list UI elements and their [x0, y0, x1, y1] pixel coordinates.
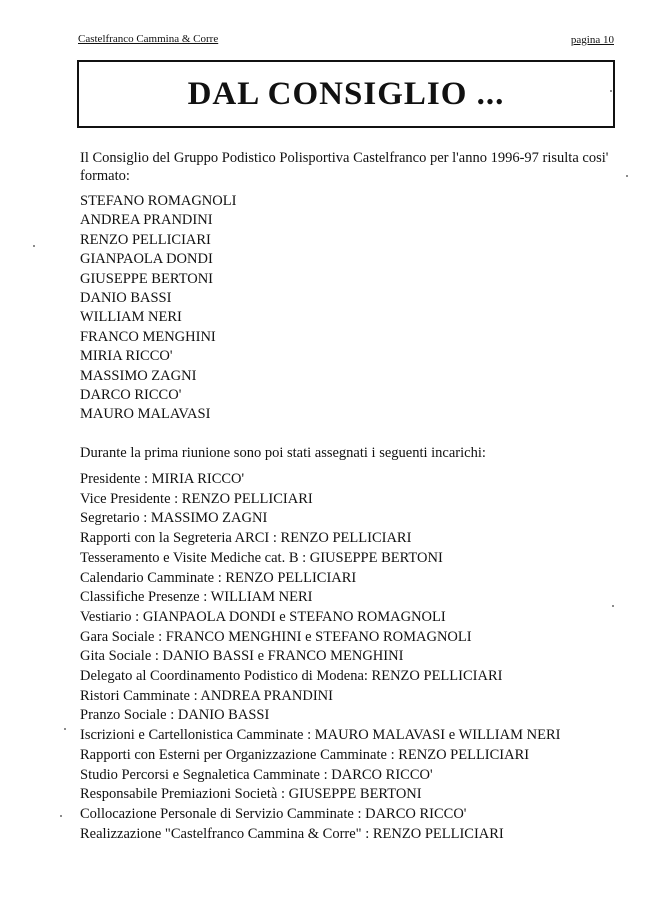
- role-item: Vestiario : GIANPAOLA DONDI e STEFANO ROMAGNOLI: [80, 608, 446, 625]
- role-item: Responsabile Premiazioni Società : GIUSEPPE BERTONI: [80, 786, 422, 803]
- role-item: Gara Sociale : FRANCO MENGHINI e STEFANO ROMAGNOLI: [80, 628, 472, 645]
- role-item: Studio Percorsi e Segnaletica Camminate : DARCO RICCO': [80, 766, 433, 783]
- role-item: Rapporti con Esterni per Organizzazione Camminate : RENZO PELLICIARI: [80, 746, 530, 763]
- member-item: MASSIMO ZAGNI: [80, 367, 197, 384]
- page-number: pagina 10: [570, 34, 614, 46]
- scan-speck: [60, 815, 62, 817]
- role-item: Segretario : MASSIMO ZAGNI: [80, 510, 268, 527]
- council-members-list: [80, 192, 236, 425]
- member-item: DARCO RICCO': [80, 387, 182, 404]
- role-item: Pranzo Sociale : DANIO BASSI: [80, 707, 270, 724]
- page-title: DAL CONSIGLIO ...: [187, 75, 505, 112]
- member-item: MIRIA RICCO': [80, 348, 173, 365]
- scan-speck: [610, 90, 612, 92]
- roles-intro: Durante la prima riunione sono poi stati assegnati i seguenti incarichi:: [80, 445, 486, 461]
- member-item: WILLIAM NERI: [80, 309, 182, 326]
- scan-speck: [626, 175, 628, 177]
- scan-speck: [612, 605, 614, 607]
- role-item: Presidente : MIRIA RICCO': [80, 471, 245, 487]
- member-item: STEFANO ROMAGNOLI: [80, 193, 237, 209]
- role-item: Vice Presidente : RENZO PELLICIARI: [80, 490, 313, 507]
- role-item: Realizzazione "Castelfranco Cammina & Corre" : RENZO PELLICIARI: [80, 825, 504, 842]
- member-item: GIUSEPPE BERTONI: [80, 270, 213, 287]
- intro-paragraph: Il Consiglio del Gruppo Podistico Polisportiva Castelfranco per l'anno 1996-97 risulta cosi' formato:: [80, 150, 609, 184]
- role-item: Gita Sociale : DANIO BASSI e FRANCO MENGHINI: [80, 648, 404, 665]
- role-item: Classifiche Presenze : WILLIAM NERI: [80, 589, 313, 606]
- member-item: FRANCO MENGHINI: [80, 328, 216, 345]
- role-item: Ristori Camminate : ANDREA PRANDINI: [80, 687, 333, 704]
- roles-list: [80, 470, 560, 844]
- member-item: RENZO PELLICIARI: [80, 231, 211, 248]
- running-header: Castelfranco Cammina & Corre: [78, 33, 219, 45]
- scan-speck: [64, 728, 66, 730]
- role-item: Collocazione Personale di Servizio Camminate : DARCO RICCO': [80, 805, 467, 822]
- role-item: Calendario Camminate : RENZO PELLICIARI: [80, 569, 357, 586]
- title-box: [77, 60, 615, 128]
- role-item: Rapporti con la Segreteria ARCI : RENZO PELLICIARI: [80, 530, 412, 547]
- member-item: GIANPAOLA DONDI: [80, 251, 213, 268]
- member-item: MAURO MALAVASI: [80, 406, 211, 423]
- role-item: Tesseramento e Visite Mediche cat. B : GIUSEPPE BERTONI: [80, 549, 443, 566]
- scan-speck: [33, 245, 35, 247]
- role-item: Iscrizioni e Cartellonistica Camminate : MAURO MALAVASI e WILLIAM NERI: [80, 727, 561, 744]
- role-item: Delegato al Coordinamento Podistico di Modena: RENZO PELLICIARI: [80, 668, 503, 685]
- member-item: ANDREA PRANDINI: [80, 212, 213, 229]
- member-item: DANIO BASSI: [80, 290, 172, 307]
